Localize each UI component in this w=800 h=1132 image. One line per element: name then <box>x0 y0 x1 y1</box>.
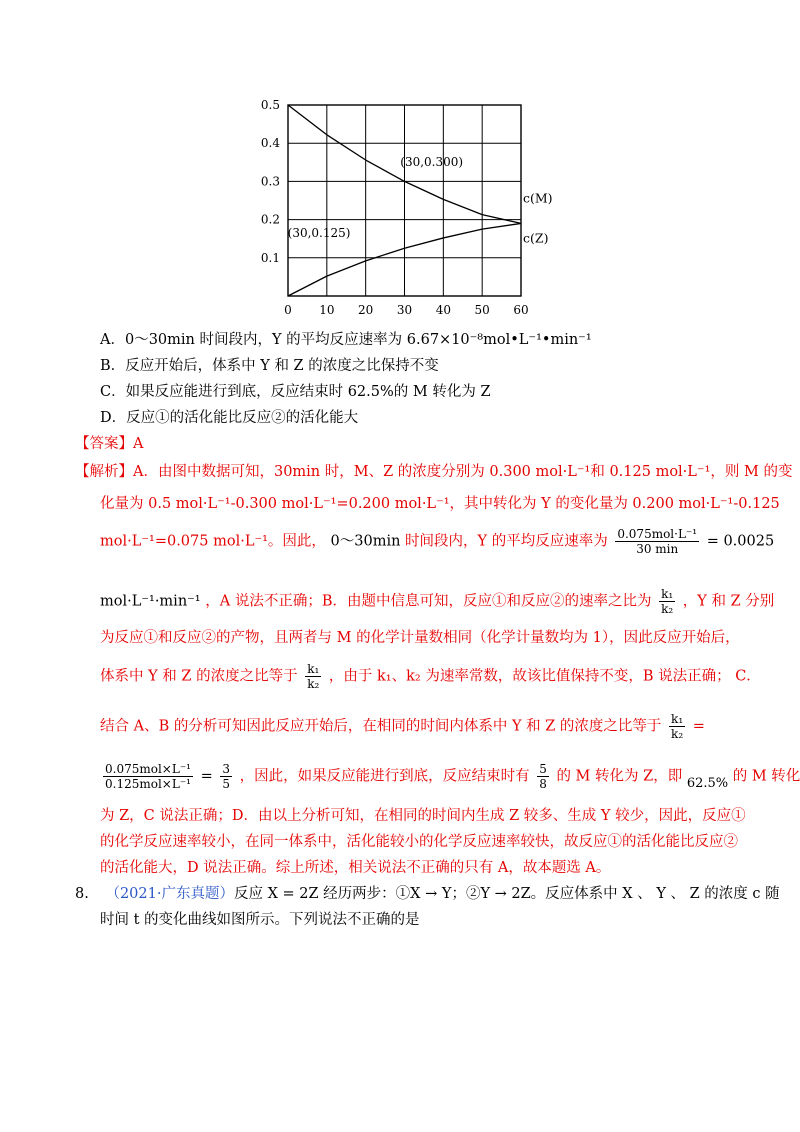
analysis-7b: = <box>692 718 705 735</box>
x-tick-label: 0 <box>284 303 292 317</box>
k2-label-3: k₂ <box>671 727 684 741</box>
analysis-3a: mol·L⁻¹=0.075 mol·L⁻¹。因此， <box>100 533 326 550</box>
k1-label-3: k₁ <box>671 712 684 726</box>
analysis-8e: 的 M 转化 <box>732 768 800 785</box>
conc-ratio-fraction <box>103 762 193 791</box>
conc-num: 0.075mol×L⁻¹ <box>105 762 191 776</box>
analysis-line-2: 化量为 0.5 mol·L⁻¹-0.300 mol·L⁻¹=0.200 mol·L⁻¹，其中转化为 Y 的变化量为 0.200 mol·L⁻¹-0.125 <box>100 496 780 512</box>
option-d: D．反应①的活化能比反应②的活化能大 <box>100 410 359 426</box>
k-ratio-2 <box>305 662 321 691</box>
y-tick-label: 0.3 <box>260 174 280 189</box>
analysis-4a: mol·L⁻¹·min⁻¹ <box>100 593 201 610</box>
analysis-4b: ，A 说法不正确；B．由题中信息可知，反应①和反应②的速率之比为 <box>205 593 652 610</box>
analysis-line-9: 为 Z，C 说法正确；D．由以上分析可知，在相同的时间内生成 Z 较多、生成 Y 较少，因此，反应① <box>100 808 746 824</box>
y-tick-label: 0.2 <box>260 212 280 227</box>
option-a: A．0～30min 时间段内，Y 的平均反应速率为 6.67×10⁻⁸mol•L⁻¹•min⁻¹ <box>100 332 592 348</box>
eight-den: 8 <box>539 777 547 791</box>
y-tick-label: 0.5 <box>260 98 280 112</box>
x-tick-label: 10 <box>319 303 335 317</box>
three: 3 <box>222 762 230 776</box>
x-tick-label: 50 <box>474 303 490 317</box>
analysis-3c: 时间段内，Y 的平均反应速率为 <box>405 533 608 550</box>
k2-label-2: k₂ <box>307 677 320 691</box>
analysis-line-5: 为反应①和反应②的产物，且两者与 M 的化学计量数相同（化学计量数均为 1），因此反应开始后， <box>100 630 740 646</box>
annotation-30-0300: (30,0.300) <box>400 155 464 170</box>
k2-label: k₂ <box>661 602 674 616</box>
analysis-4c: ，Y 和 Z 分别 <box>682 593 775 610</box>
analysis-3b: 0～30min <box>330 533 401 550</box>
k1-label: k₁ <box>661 587 674 601</box>
annotation-30-0125: (30,0.125) <box>287 225 351 240</box>
conc-eq: = <box>200 768 213 785</box>
analysis-6b: ，由于 k₁、k₂ 为速率常数，故该比值保持不变，B 说法正确； C． <box>328 668 761 685</box>
analysis-line-7 <box>100 712 705 741</box>
analysis-7a: 结合 A、B 的分析可知因此反应开始后，在相同的时间内体系中 Y 和 Z 的浓度之比等于 <box>100 718 662 735</box>
question-number: 8. <box>75 886 89 902</box>
rate-fraction <box>615 527 699 556</box>
question-text-1: 反应 X = 2Z 经历两步：①X → Y；②Y → 2Z。反应体系中 X 、 Y 、 Z 的浓度 c 随 <box>233 886 780 902</box>
five-num: 5 <box>539 762 547 776</box>
conc-den: 0.125mol×L⁻¹ <box>105 777 191 791</box>
option-c: C．如果反应能进行到底，反应结束时 62.5%的 M 转化为 Z <box>100 384 491 400</box>
rate-value: = 0.0025 <box>706 533 775 550</box>
rate-num: 0.075mol·L⁻¹ <box>617 527 698 541</box>
analysis-8c: 的 M 转化为 Z，即 <box>556 768 683 785</box>
analysis-line-11: 的活化能大，D 说法正确。综上所述，相关说法不正确的只有 A，故本题选 A。 <box>100 860 611 876</box>
k-ratio-1 <box>659 587 675 616</box>
five: 5 <box>222 777 230 791</box>
x-tick-label: 20 <box>358 303 374 317</box>
y-tick-label: 0.1 <box>260 250 280 265</box>
x-tick-label: 60 <box>513 303 529 317</box>
question-8-line-1 <box>75 884 780 904</box>
rate-den: 30 min <box>636 542 679 556</box>
y-tick-label: 0.4 <box>260 136 280 151</box>
answer: 【答案】A <box>75 436 144 452</box>
k-ratio-3 <box>669 712 685 741</box>
concentration-time-chart <box>255 98 553 320</box>
x-tick-label: 40 <box>435 303 451 317</box>
percent-value: 62.5% <box>686 775 729 791</box>
x-tick-label: 30 <box>396 303 413 317</box>
analysis-line-10: 的化学反应速率较小，在同一体系中，活化能较小的化学反应速率较快，故反应①的活化能比反应② <box>100 834 738 850</box>
option-b: B．反应开始后，体系中 Y 和 Z 的浓度之比保持不变 <box>100 358 439 374</box>
analysis-6a: 体系中 Y 和 Z 的浓度之比等于 <box>100 668 298 685</box>
legend-cM: c(M) <box>523 190 553 206</box>
k1-label-2: k₁ <box>307 662 320 676</box>
question-source: （2021·广东真题） <box>105 886 234 902</box>
analysis-line-3 <box>100 527 774 556</box>
five-eighths <box>537 762 549 791</box>
legend-cZ: c(Z) <box>523 230 549 246</box>
analysis-line-8 <box>100 762 800 791</box>
chart-svg <box>255 98 553 320</box>
analysis-line-1: 【解析】A．由图中数据可知，30min 时，M、Z 的浓度分别为 0.300 mol·L⁻¹和 0.125 mol·L⁻¹，则 M 的变 <box>75 464 793 480</box>
question-8-line-2: 时间 t 的变化曲线如图所示。下列说法不正确的是 <box>100 912 420 928</box>
analysis-line-6 <box>100 662 761 691</box>
analysis-8b: ，因此，如果反应能进行到底，反应结束时有 <box>239 768 530 785</box>
analysis-line-4 <box>100 587 774 616</box>
three-fifths <box>220 762 232 791</box>
